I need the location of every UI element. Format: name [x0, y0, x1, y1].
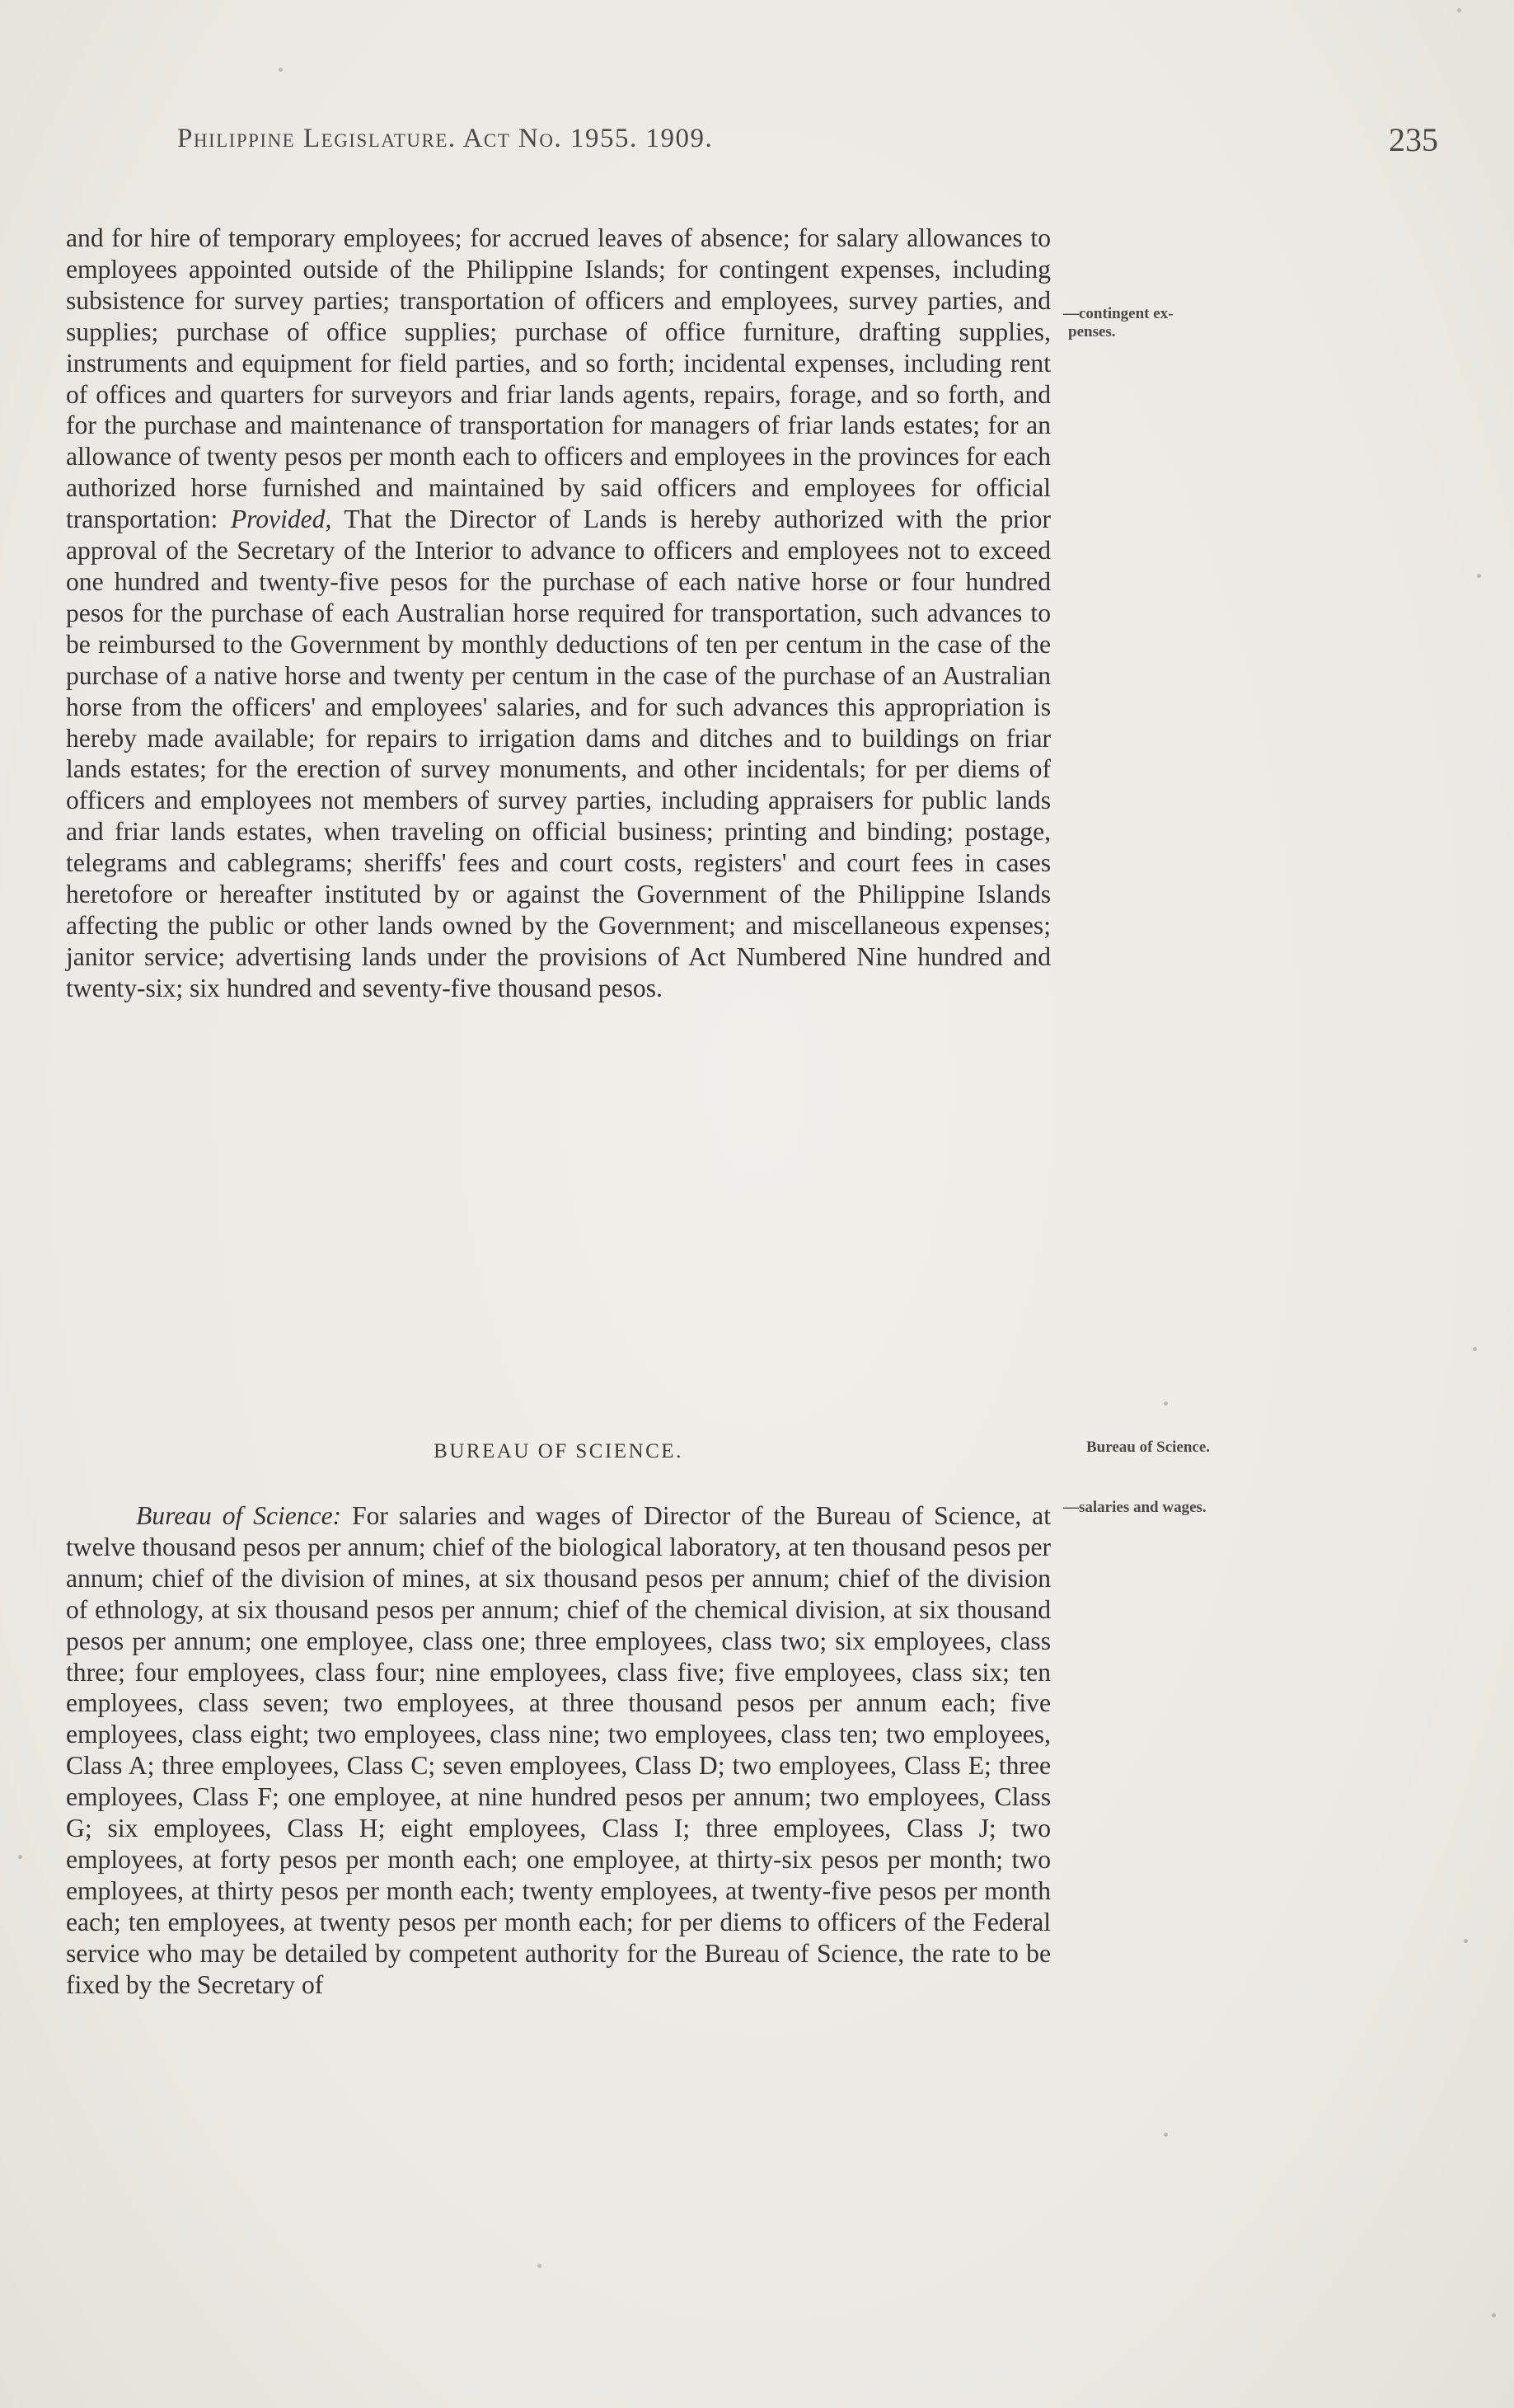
section-heading-bureau-of-science: BUREAU OF SCIENCE. — [434, 1440, 683, 1462]
margin-note-salaries-and-wages: —salaries and wages. — [1063, 1499, 1207, 1516]
body-text-lower — [66, 1500, 1051, 2001]
paragraph-lands-appropriation — [66, 223, 1051, 1004]
page-number: 235 — [1389, 121, 1438, 158]
speck — [1164, 2133, 1168, 2137]
speck — [537, 2264, 541, 2268]
speck — [1464, 1939, 1468, 1943]
body-text-upper — [66, 223, 1051, 1004]
speck — [1473, 1347, 1477, 1351]
speck — [1457, 8, 1461, 12]
speck — [1164, 1401, 1168, 1406]
speck — [1477, 574, 1481, 578]
running-head — [177, 121, 1438, 165]
paragraph-2-text: For salaries and wages of Director of the Bureau of Science, at twelve thousand pesos per annum; chief of the biological laboratory, at ten thousand pesos per annum; chief of the division of mines, at six thousand pesos per annum; chief of the division of ethnology, at six thousand pesos per annum; chief of the chemical division, at six thousand pesos per annum; one employee, class one; three employees, class two; six employees, class three; four employees, class four; nine employees, class five; five employees, class six; ten employees, class seven; two employees, at three thousand pesos per annum each; five employees, class eight; two employees, class nine; two employees, class ten; two employees, Class A; three employees, Class C; seven employees, Class D; two employees, Class E; three employees, Class F; one employee, at nine hundred pesos per annum; two employees, Class G; six employees, Class H; eight employees, Class I; three employees, Class J; two employees, at forty pesos per month each; one employee, at thirty-six pesos per month; two employees, at thirty pesos per month each; twenty employees, at twenty-five pesos per month each; ten employees, at twenty pesos per month each; for per diems to officers of the Federal service who may be detailed by competent authority for the Bureau of Science, the rate to be fixed by the Secretary of — [66, 1501, 1051, 1999]
margin-note-bureau-of-science: Bureau of Science. — [1086, 1439, 1211, 1456]
margin-note-line-1: —contingent ex- — [1063, 305, 1174, 322]
speck — [1492, 2313, 1496, 2317]
paragraph-1-continuation: That the Director of Lands is hereby authorized with the prior approval of the Secretary of the Interior to advance to officers and employees not to exceed one hundred and twenty-five pesos for the purchase of each native horse or four hundred pesos for the purchase of each Australian horse required for transportation, such advances to be reimbursed to the Government by monthly deductions of ten per centum in the case of the purchase of a native horse and twenty per centum in the case of the purchase of an Australian horse from the officers' and employees' salaries, and for such advances this appropriation is hereby made available; for repairs to irrigation dams and ditches and to buildings on friar lands estates; for the erection of survey monuments, and other incidentals; for per diems of officers and employees not members of survey parties, including appraisers for public lands and friar lands estates, when traveling on official business; printing and binding; postage, telegrams and cablegrams; sheriffs' fees and court costs, registers' and court fees in cases heretofore or hereafter instituted by or against the Government of the Philippine Islands affecting the public or other lands owned by the Government; and miscellaneous expenses; janitor service; advertising lands under the provisions of Act Numbered Nine hundred and twenty-six; six hundred and seventy-five thousand pesos. — [66, 505, 1051, 1002]
bureau-of-science-italic: Bureau of Science: — [136, 1501, 342, 1530]
proviso-italic: Provided, — [230, 505, 332, 534]
paragraph-1-text: and for hire of temporary employees; for accrued leaves of absence; for salary allowances to employees appointed outside of the Philippine Islands; for contingent expenses, including subsistence for survey parties; transportation of officers and employees, survey parties, and supplies; purchase of office supplies; purchase of office furniture, drafting supplies, instruments and equipment for field parties, and so forth; incidental expenses, including rent of offices and quarters for surveyors and friar lands agents, repairs, forage, and so forth, and for the purchase and maintenance of transportation for managers of friar lands estates; for an allowance of twenty pesos per month each to officers and employees in the provinces for each authorized horse furnished and maintained by said officers and employees for official transportation: — [66, 223, 1051, 534]
speck — [18, 1855, 22, 1859]
margin-note-contingent-expenses — [1063, 305, 1174, 341]
paragraph-bureau-of-science — [66, 1500, 1051, 2001]
speck — [279, 68, 283, 72]
margin-note-line-2: penses. — [1068, 323, 1116, 340]
running-head-title: Philippine Legislature. Act No. 1955. 1909. — [177, 124, 714, 153]
